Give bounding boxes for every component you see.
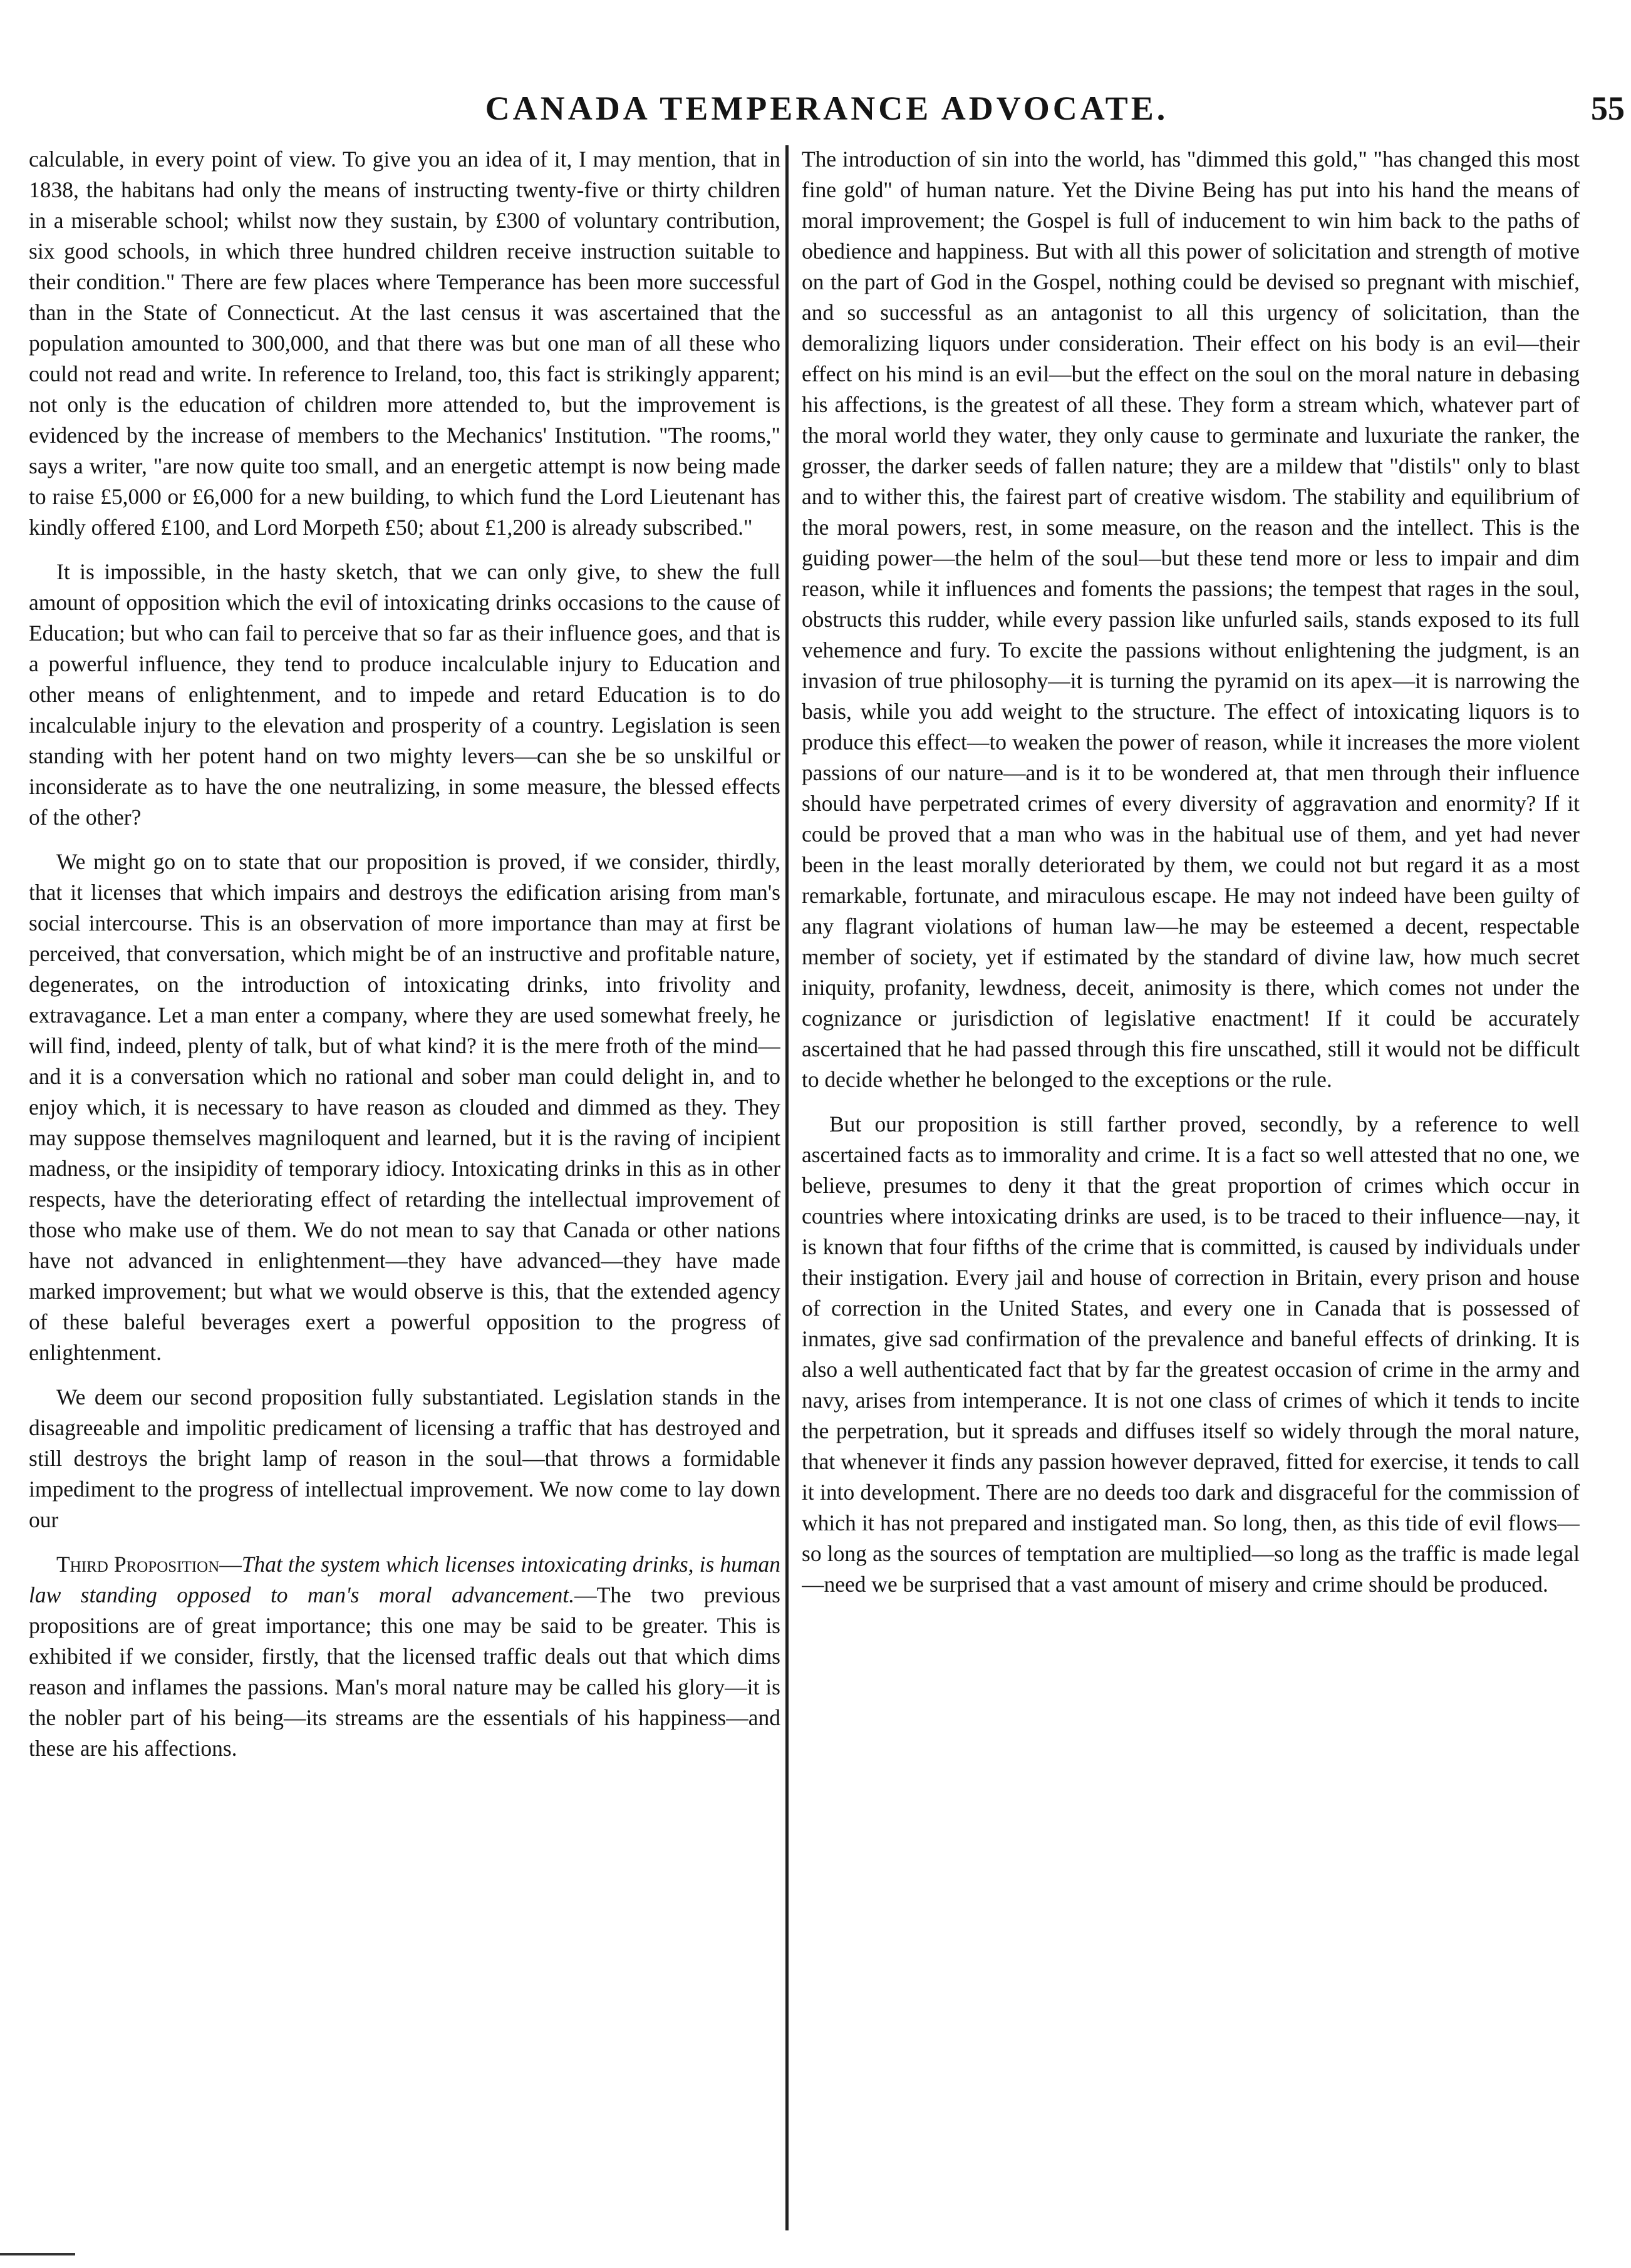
third-proposition-paragraph — [29, 1549, 780, 1764]
paragraph: The introduction of sin into the world, has "dimmed this gold," "has changed this most fine gold" of human nature. Yet the Divine Being has put into his hand the means of moral improvement; the Gospel is full of inducement to win him back to the paths of obedience and happiness. But with all this power of solicitation and strength of motive on the part of God in the Gospel, nothing could be devised so pregnant with mischief, and so successful as an antagonist to all this urgency of solicitation, than the demoralizing liquors under consideration. Their effect on his body is an evil—their effect on his mind is an evil—but the effect on the soul on the moral nature in debasing his affections, is the greatest of all these. They form a stream which, whatever part of the moral world they water, they only cause to germinate and luxuriate the ranker, the grosser, the darker seeds of fallen nature; they are a mildew that "distils" only to blast and to wither this, the fairest part of creative wisdom. The stability and equilibrium of the moral powers, rest, in some measure, on the reason and the intellect. This is the guiding power—the helm of the soul—but these tend more or less to impair and dim reason, while it influences and foments the passions; the tempest that rages in the soul, obstructs this rudder, while every passion like unfurled sails, stands exposed to its full vehemence and fury. To excite the passions without enlightening the judgment, is an invasion of true philosophy—it is turning the pyramid on its apex—it is narrowing the basis, while you add weight to the structure. The effect of intoxicating liquors is to produce this effect—to weaken the power of reason, while it increases the more violent passions of our nature—and is it to be wondered at, that men through their influence should have perpetrated crimes of every diversity of aggravation and enormity? If it could be proved that a man who was in the habitual use of them, and yet had never been in the least morally deteriorated by them, we could not but regard it as a most remarkable, fortunate, and miraculous escape. He may not indeed have been guilty of any flagrant violations of human law—he may be esteemed a decent, respectable member of society, yet if estimated by the standard of divine law, how much secret iniquity, profanity, lewdness, deceit, animosity is there, which comes not under the cognizance or jurisdiction of legislative enactment! If it could be accurately ascertained that he had passed through this fire unscathed, still it would not be difficult to decide whether he belonged to the exceptions or the rule. — [802, 147, 1580, 1092]
proposition-statement: That the system which licenses intoxicating drinks, is human law standing opposed to man's moral advancement. — [29, 1552, 780, 1607]
left-column — [29, 144, 780, 2223]
page-title: CANADA TEMPERANCE ADVOCATE. — [485, 90, 1169, 127]
right-column — [802, 144, 1580, 2223]
proposition-heading: Third Proposition— — [56, 1552, 242, 1577]
column-divider — [785, 145, 789, 2230]
paragraph: It is impossible, in the hasty sketch, that we can only give, to shew the full amount of opposition which the evil of intoxicating drinks occasions to the cause of Education; but who can fail to perceive that so far as their influence goes, and that is a powerful influence, they tend to produce incalculable injury to Education and other means of enlightenment, and to impede and retard Education is to do incalculable injury to the elevation and prosperity of a country. Legislation is seen standing with her potent hand on two mighty levers—can she be so unskilful or inconsiderate as to have the one neutralizing, in some measure, the blessed effects of the other? — [29, 559, 780, 830]
page-number: 55 — [1591, 90, 1625, 127]
paragraph: We deem our second proposition fully substantiated. Legislation stands in the disagreeable and impolitic predicament of licensing a traffic that has destroyed and still destroys the bright lamp of reason in the soul—that throws a formidable impediment to the progress of intellectual improvement. We now come to lay down our — [29, 1384, 780, 1532]
page-edge-mark — [0, 2253, 75, 2255]
paragraph-text: —The two previous propositions are of great importance; this one may be said to be greater. This is exhibited if we consider, firstly, that the licensed traffic deals out that which dims reason and inflames the passions. Man's moral nature may be called his glory—it is the nobler part of his being—its streams are the essentials of his happiness—and these are his affections. — [29, 1582, 780, 1761]
paragraph: We might go on to state that our proposition is proved, if we consider, thirdly, that it licenses that which impairs and destroys the edification arising from man's social intercourse. This is an observation of more importance than may at first be perceived, that conversation, which might be of an instructive and profitable nature, degenerates, on the introduction of intoxicating drinks, into frivolity and extravagance. Let a man enter a company, where they are used somewhat freely, he will find, indeed, plenty of talk, but of what kind? it is the mere froth of the mind—and it is a conversation which no rational and sober man could delight in, and to enjoy which, it is necessary to have reason as clouded and dimmed as they. They may suppose themselves magniloquent and learned, but it is the raving of incipient madness, or the insipidity of temporary idiocy. Intoxicating drinks in this as in other respects, have the deteriorating effect of retarding the intellectual improvement of those who make use of them. We do not mean to say that Canada or other nations have not advanced in enlightenment—they have advanced—they have made marked improvement; but what we would observe is this, that the extended agency of these baleful beverages exert a powerful opposition to the progress of enlightenment. — [29, 849, 780, 1365]
paragraph: But our proposition is still farther proved, secondly, by a reference to well ascertained facts as to immorality and crime. It is a fact so well attested that no one, we believe, presumes to deny it that the great proportion of crimes which occur in countries where intoxicating drinks are used, is to be traced to their influence—nay, it is known that four fifths of the crime that is committed, is caused by individuals under their instigation. Every jail and house of correction in Britain, every prison and house of correction in the United States, and every one in Canada that is possessed of inmates, give sad confirmation of the prevalence and baneful effects of drinking. It is also a well authenticated fact that by far the greatest occasion of crime in the army and navy, arises from intemperance. It is not one class of crimes of which it tends to incite the perpetration, but it spreads and diffuses itself so widely through the moral nature, that whenever it finds any passion however depraved, fitted for exercise, it tends to call it into development. There are no deeds too dark and disgraceful for the commission of which it has not prepared and instigated man. So long, then, as this tide of evil flows—so long as the sources of temptation are multiplied—so long as the traffic is made legal—need we be surprised that a vast amount of misery and crime should be produced. — [802, 1111, 1580, 1597]
paragraph: calculable, in every point of view. To give you an idea of it, I may mention, that in 1838, the habitans had only the means of instructing twenty-five or thirty children in a miserable school; whilst now they sustain, by £300 of voluntary contribution, six good schools, in which three hundred children receive instruction suitable to their condition." There are few places where Temperance has been more successful than in the State of Connecticut. At the last census it was ascertained that the population amounted to 300,000, and that there was but one man of all these who could not read and write. In reference to Ireland, too, this fact is strikingly apparent; not only is the education of children more attended to, but the improvement is evidenced by the increase of members to the Mechanics' Institution. "The rooms," says a writer, "are now quite too small, and an energetic attempt is now being made to raise £5,000 or £6,000 for a new building, to which fund the Lord Lieutenant has kindly offered £100, and Lord Morpeth £50; about £1,200 is already subscribed." — [29, 147, 780, 540]
page-header — [25, 86, 1628, 130]
